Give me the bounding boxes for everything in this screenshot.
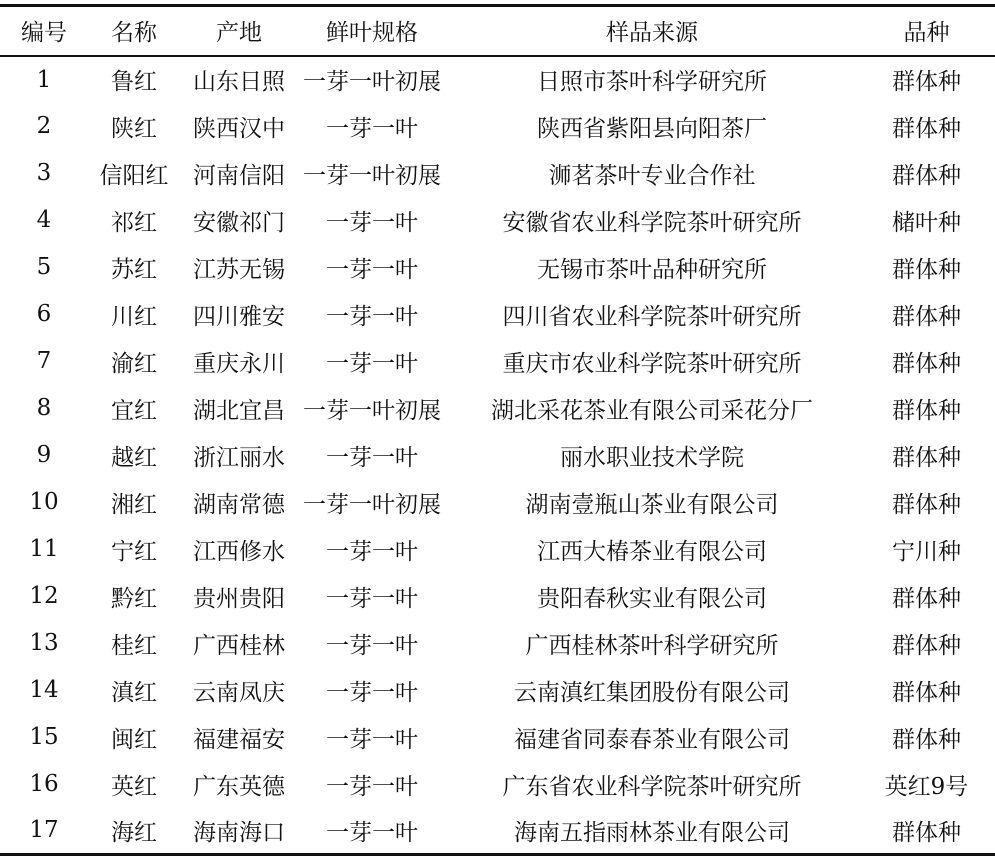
- cell-number: 3: [36, 160, 52, 186]
- cell-leaf-spec: 一芽一叶: [326, 679, 418, 706]
- header-sample-source: 样品来源: [606, 20, 698, 47]
- cell-variety: 英红9号: [884, 773, 969, 800]
- cell-origin: 福建福安: [193, 726, 285, 753]
- cell-name: 祁红: [111, 209, 157, 236]
- cell-variety: 群体种: [892, 632, 961, 659]
- table-row: [0, 620, 995, 667]
- cell-number: 13: [29, 630, 59, 656]
- cell-number: 6: [36, 301, 52, 327]
- cell-leaf-spec: 一芽一叶初展: [303, 397, 441, 424]
- cell-number: 4: [36, 207, 52, 233]
- cell-number: 5: [36, 254, 52, 280]
- cell-name: 越红: [111, 444, 157, 471]
- cell-variety: 群体种: [892, 585, 961, 612]
- table-header: [0, 6, 995, 56]
- cell-origin: 湖南常德: [193, 491, 285, 518]
- cell-variety: 群体种: [892, 350, 961, 377]
- cell-leaf-spec: 一芽一叶: [326, 538, 418, 565]
- cell-sample-source: 广西桂林茶叶科学研究所: [525, 632, 779, 659]
- cell-sample-source: 浉茗茶叶专业合作社: [548, 162, 756, 189]
- cell-number: 8: [36, 395, 52, 421]
- cell-leaf-spec: 一芽一叶: [326, 819, 418, 846]
- cell-sample-source: 湖南壹瓶山茶业有限公司: [525, 491, 779, 518]
- cell-name: 闽红: [111, 726, 157, 753]
- cell-leaf-spec: 一芽一叶: [326, 350, 418, 377]
- cell-variety: 宁川种: [892, 538, 961, 565]
- cell-origin: 河南信阳: [193, 162, 285, 189]
- cell-variety: 群体种: [892, 115, 961, 142]
- cell-number: 11: [29, 536, 59, 562]
- cell-variety: 群体种: [892, 444, 961, 471]
- table-row: [0, 526, 995, 573]
- cell-leaf-spec: 一芽一叶: [326, 303, 418, 330]
- cell-leaf-spec: 一芽一叶: [326, 444, 418, 471]
- cell-name: 英红: [111, 773, 157, 800]
- table-row: [0, 808, 995, 855]
- cell-origin: 重庆永川: [193, 350, 285, 377]
- cell-origin: 四川雅安: [193, 303, 285, 330]
- cell-name: 渝红: [111, 350, 157, 377]
- tea-sample-table: [0, 4, 995, 856]
- header-number: 编号: [21, 20, 67, 47]
- cell-sample-source: 江西大椿茶业有限公司: [537, 538, 767, 565]
- table-row: [0, 385, 995, 432]
- cell-origin: 江苏无锡: [193, 256, 285, 283]
- cell-origin: 山东日照: [193, 69, 285, 95]
- cell-variety: 群体种: [892, 819, 961, 846]
- cell-origin: 贵州贵阳: [193, 585, 285, 612]
- table-row: [0, 244, 995, 291]
- cell-origin: 陕西汉中: [193, 115, 285, 142]
- cell-number: 9: [36, 442, 52, 468]
- cell-leaf-spec: 一芽一叶: [326, 585, 418, 612]
- table-row: [0, 667, 995, 714]
- cell-sample-source: 湖北采花茶业有限公司采花分厂: [491, 397, 813, 424]
- cell-origin: 湖北宜昌: [193, 397, 285, 424]
- cell-sample-source: 丽水职业技术学院: [560, 444, 744, 471]
- cell-name: 苏红: [111, 256, 157, 283]
- header-variety: 品种: [903, 20, 950, 47]
- cell-sample-source: 云南滇红集团股份有限公司: [514, 679, 790, 706]
- cell-number: 15: [29, 724, 59, 750]
- cell-variety: 群体种: [892, 162, 961, 189]
- cell-variety: 群体种: [892, 491, 961, 518]
- table-row: [0, 150, 995, 197]
- cell-name: 海红: [111, 819, 157, 846]
- cell-name: 黔红: [111, 585, 157, 612]
- cell-name: 宜红: [111, 397, 157, 424]
- cell-variety: 群体种: [892, 397, 961, 424]
- cell-variety: 群体种: [892, 726, 961, 753]
- cell-leaf-spec: 一芽一叶: [326, 726, 418, 753]
- table-row: [0, 103, 995, 150]
- table-row: [0, 291, 995, 338]
- cell-leaf-spec: 一芽一叶: [326, 773, 418, 800]
- cell-leaf-spec: 一芽一叶初展: [303, 162, 441, 189]
- table-row: [0, 761, 995, 808]
- cell-number: 16: [29, 771, 59, 797]
- cell-number: 14: [29, 677, 59, 703]
- cell-name: 鲁红: [111, 69, 157, 95]
- table-row: [0, 56, 995, 103]
- table-body: [0, 56, 995, 855]
- cell-sample-source: 安徽省农业科学院茶叶研究所: [502, 209, 802, 236]
- cell-name: 信阳红: [99, 162, 169, 189]
- cell-sample-source: 贵阳春秋实业有限公司: [537, 585, 767, 612]
- cell-sample-source: 无锡市茶叶品种研究所: [537, 256, 767, 283]
- cell-name: 陕红: [111, 115, 157, 142]
- cell-name: 桂红: [111, 632, 157, 659]
- cell-origin: 海南海口: [193, 819, 285, 846]
- cell-origin: 广东英德: [193, 773, 285, 800]
- cell-origin: 云南凤庆: [193, 679, 285, 706]
- cell-sample-source: 福建省同泰春茶业有限公司: [514, 726, 790, 753]
- cell-number: 2: [36, 113, 52, 139]
- cell-leaf-spec: 一芽一叶: [326, 632, 418, 659]
- cell-variety: 群体种: [892, 303, 961, 330]
- table-row: [0, 338, 995, 385]
- header-origin: 产地: [216, 20, 262, 47]
- table-row: [0, 573, 995, 620]
- cell-sample-source: 陕西省紫阳县向阳茶厂: [537, 115, 767, 142]
- cell-sample-source: 日照市茶叶科学研究所: [537, 69, 767, 95]
- cell-sample-source: 重庆市农业科学院茶叶研究所: [502, 350, 802, 377]
- table-row: [0, 432, 995, 479]
- cell-variety: 群体种: [892, 679, 961, 706]
- table-row: [0, 714, 995, 761]
- header-name: 名称: [111, 20, 157, 47]
- cell-number: 12: [29, 583, 59, 609]
- cell-origin: 安徽祁门: [193, 209, 285, 236]
- table-row: [0, 197, 995, 244]
- cell-name: 湘红: [111, 491, 157, 518]
- cell-number: 17: [29, 817, 59, 844]
- table-row: [0, 479, 995, 526]
- header-row: [0, 6, 995, 56]
- cell-variety: 群体种: [892, 69, 961, 95]
- cell-name: 宁红: [111, 538, 157, 565]
- cell-leaf-spec: 一芽一叶: [326, 209, 418, 236]
- header-leaf-spec: 鲜叶规格: [326, 20, 418, 47]
- cell-sample-source: 四川省农业科学院茶叶研究所: [502, 303, 802, 330]
- cell-origin: 浙江丽水: [193, 444, 285, 471]
- cell-number: 7: [36, 348, 52, 374]
- cell-leaf-spec: 一芽一叶: [326, 256, 418, 283]
- cell-leaf-spec: 一芽一叶初展: [303, 491, 441, 518]
- cell-sample-source: 海南五指雨林茶业有限公司: [514, 819, 790, 846]
- cell-name: 滇红: [111, 679, 157, 706]
- cell-number: 1: [36, 66, 52, 93]
- cell-sample-source: 广东省农业科学院茶叶研究所: [502, 773, 802, 800]
- cell-leaf-spec: 一芽一叶初展: [303, 69, 441, 95]
- cell-number: 10: [29, 489, 59, 515]
- cell-origin: 江西修水: [193, 538, 285, 565]
- cell-name: 川红: [111, 303, 157, 330]
- cell-leaf-spec: 一芽一叶: [326, 115, 418, 142]
- cell-variety: 群体种: [892, 256, 961, 283]
- cell-variety: 槠叶种: [892, 209, 961, 236]
- cell-origin: 广西桂林: [193, 632, 285, 659]
